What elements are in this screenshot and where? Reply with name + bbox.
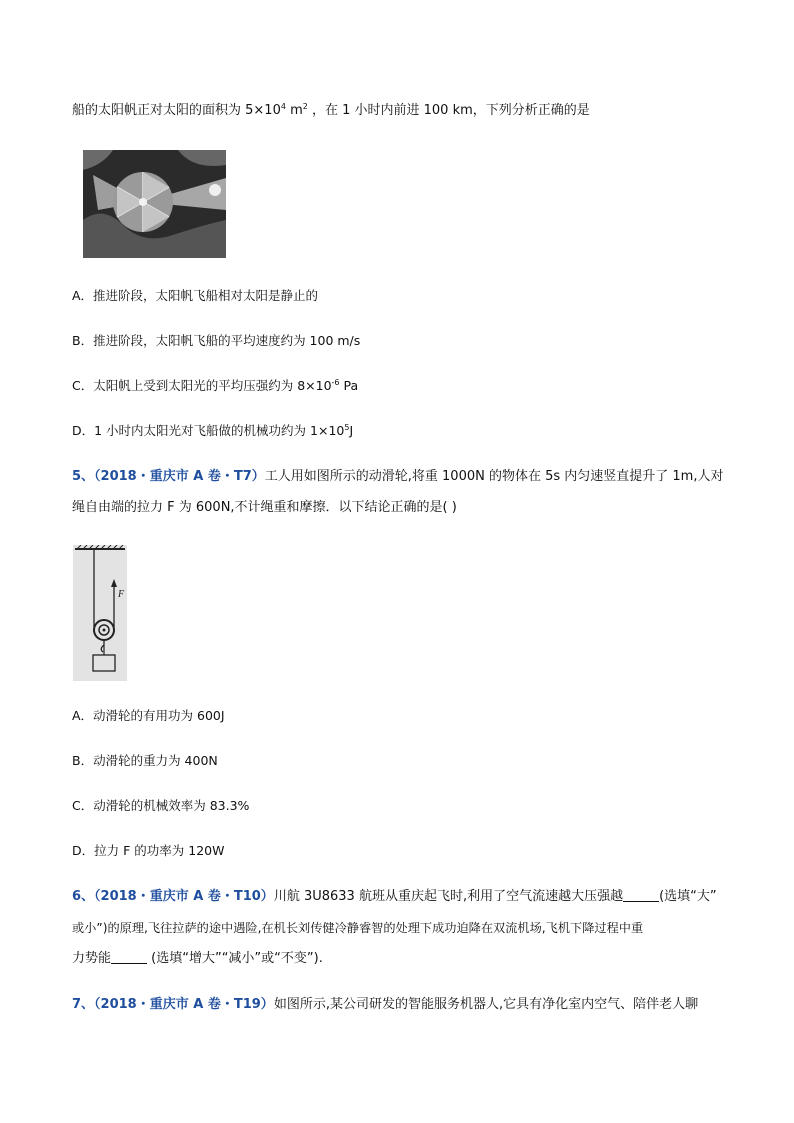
question-4-option-a: A．推进阶段，太阳帆飞船相对太阳是静止的	[72, 288, 319, 303]
question-7-number: 7、	[72, 997, 95, 1012]
question-6-number: 6、	[72, 889, 95, 904]
question-5-source: （2018・重庆市 A 卷・T7）	[94, 469, 265, 484]
answer-blank-2	[111, 949, 147, 964]
question-7-source: （2018・重庆市 A 卷・T19）	[94, 997, 274, 1012]
force-label: F	[118, 589, 125, 600]
question-7-stem-line-1: 7、（2018・重庆市 A 卷・T19）如图所示,某公司研发的智能服务机器人,它具有净化室内空气、陪伴老人聊	[72, 997, 699, 1012]
question-5-number: 5、	[72, 469, 95, 484]
question-4-option-b: B．推进阶段，太阳帆飞船的平均速度约为 100 m/s	[72, 333, 361, 348]
question-4-stem: 船的太阳帆正对太阳的面积为 $5\times 10^4$ $m^2$ ，在 1 小时内前进 100 km，下列分析正确的是	[72, 102, 590, 118]
question-6-stem-line-2: 或小”)的原理,飞往拉萨的途中遇险,在机长刘传健冷静睿智的处理下成功迫降在双流机场,飞机下降过程中重	[72, 921, 644, 935]
question-6-stem-line-3: 力势能 (选填“增大”“减小”或“不变”).	[72, 951, 323, 966]
solar-sail-image	[83, 150, 226, 258]
question-4-option-c: C．太阳帆上受到太阳光的平均压强约为 $8\times 10^{-6}$ Pa	[72, 378, 359, 393]
question-5-option-a: A．动滑轮的有用功为 600J	[72, 708, 225, 723]
question-6-source: （2018・重庆市 A 卷・T10）	[94, 889, 274, 904]
question-5-stem-line-2: 绳自由端的拉力 F 为 600N,不计绳重和摩擦．以下结论正确的是( )	[72, 500, 457, 515]
answer-blank-1	[623, 887, 659, 902]
solar-sail-photo	[83, 150, 226, 258]
question-4-option-d: D．1 小时内太阳光对飞船做的机械功约为 $1\times 10^5J$	[72, 423, 354, 438]
pulley-image	[73, 545, 127, 681]
pulley-diagram	[73, 545, 127, 681]
question-5-option-c: C．动滑轮的机械效率为 83.3%	[72, 798, 250, 813]
question-5-option-b: B．动滑轮的重力为 400N	[72, 753, 218, 768]
question-5-stem-line-1: 5、（2018・重庆市 A 卷・T7）工人用如图所示的动滑轮,将重 1000N 的物体在 5s 内匀速竖直提升了 1m,人对	[72, 469, 724, 484]
question-6-stem-line-1: 6、（2018・重庆市 A 卷・T10）川航 3U8633 航班从重庆起飞时,利用了空气流速越大压强越 (选填“大”	[72, 889, 717, 904]
question-5-option-d: D．拉力 F 的功率为 120W	[72, 843, 225, 858]
